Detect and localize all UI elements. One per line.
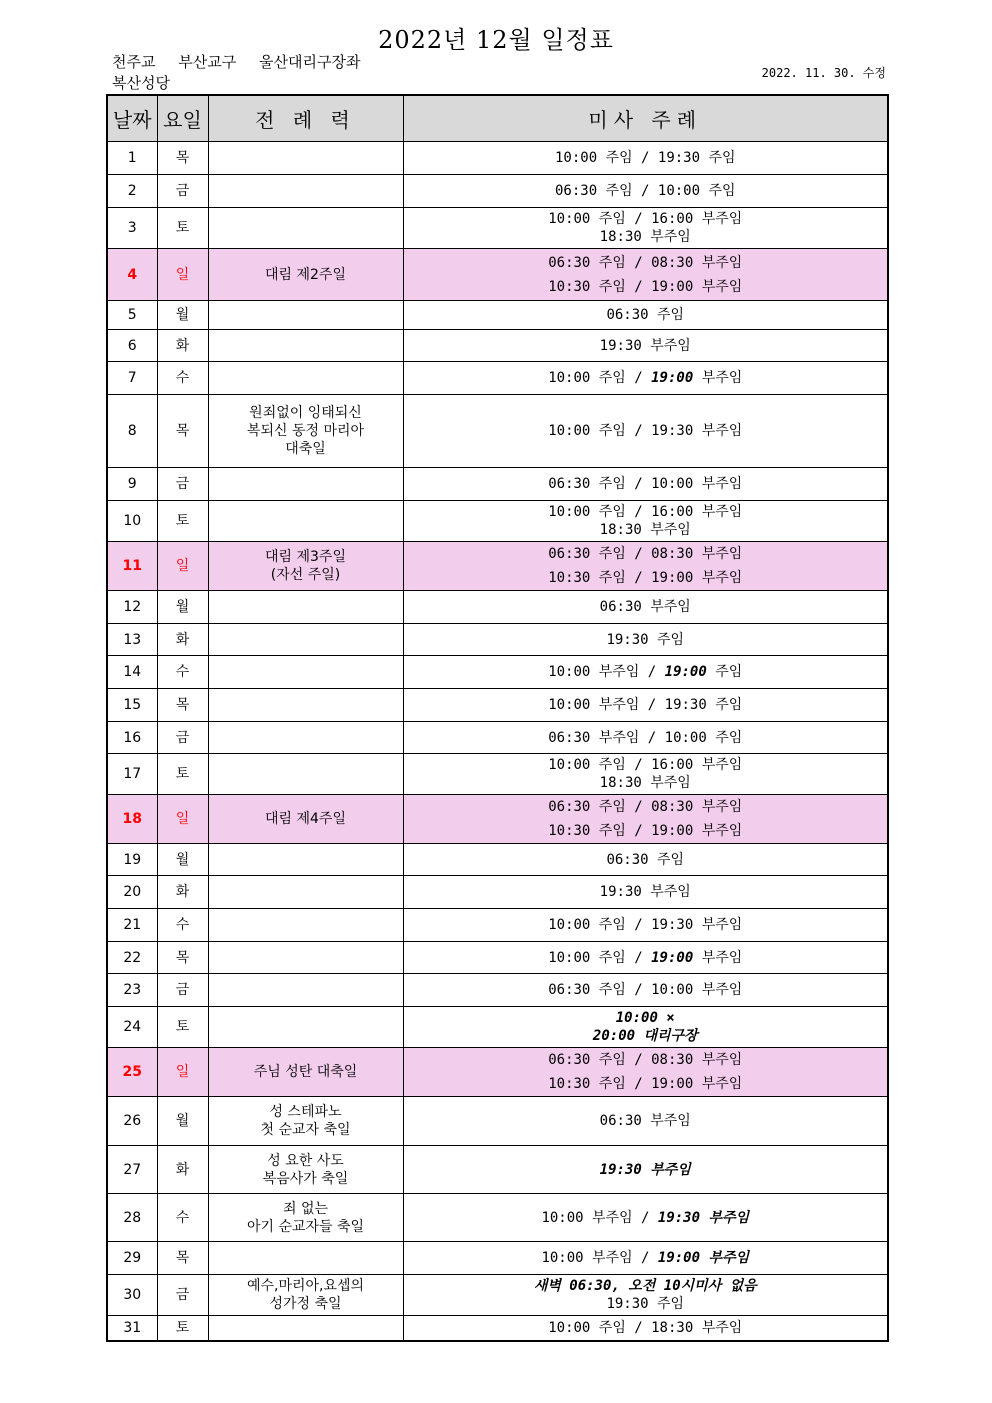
date-cell: 25 (107, 1048, 157, 1097)
table-row (107, 1316, 888, 1341)
mass-line (404, 774, 888, 792)
liturgy-line: 아기 순교자들 축일 (246, 1218, 365, 1235)
table-row (107, 754, 888, 795)
liturgy-line: 대축일 (285, 441, 326, 457)
liturgy-line: 첫 순교자 축일 (260, 1122, 351, 1138)
liturgy-cell (208, 208, 403, 249)
liturgy-cell (208, 1146, 403, 1194)
mass-line (404, 149, 888, 167)
liturgy-line: 복되신 동정 마리아 (246, 423, 365, 439)
mass-text: 06:30 주임 / 10:00 주임 (554, 183, 736, 199)
mass-text: 06:30 주임 (606, 851, 685, 868)
mass-cell (403, 1242, 888, 1275)
mass-line (404, 795, 888, 819)
mass-line (404, 756, 888, 774)
table-row (107, 1146, 888, 1194)
liturgy-cell (208, 722, 403, 754)
day-cell: 화 (157, 876, 208, 909)
mass-line (404, 1161, 888, 1179)
liturgy-cell (208, 501, 403, 542)
mass-line (404, 916, 888, 934)
mass-cell (403, 142, 888, 175)
mass-text: 10:00 × (615, 1010, 675, 1026)
mass-text: 10:00 주임 / 16:00 부주임 (548, 504, 743, 520)
date-cell: 3 (107, 208, 157, 249)
date-cell: 31 (107, 1316, 157, 1341)
mass-cell (403, 722, 888, 754)
mass-cell (403, 974, 888, 1007)
header-day: 요일 (157, 95, 208, 142)
liturgy-cell (208, 330, 403, 362)
day-cell: 화 (157, 330, 208, 362)
mass-text: 18:30 부주임 (599, 229, 691, 245)
liturgy-cell (208, 142, 403, 175)
table-row (107, 330, 888, 362)
date-cell: 12 (107, 591, 157, 624)
liturgy-cell (208, 689, 403, 722)
date-cell: 28 (107, 1194, 157, 1242)
liturgy-line: 성가정 축일 (269, 1296, 342, 1312)
day-cell: 목 (157, 1242, 208, 1275)
table-row (107, 1275, 888, 1316)
date-cell: 30 (107, 1275, 157, 1316)
mass-line (404, 981, 888, 999)
mass-line (404, 1048, 888, 1072)
mass-text: 10:00 부주임 / 19:30 주임 (548, 697, 743, 713)
mass-text: 10:30 주임 / 19:00 부주임 (548, 823, 743, 839)
liturgy-cell (208, 844, 403, 876)
day-cell: 토 (157, 754, 208, 795)
date-cell: 8 (107, 395, 157, 468)
diocese-label: 천주교 (112, 53, 156, 71)
mass-text: 20:00 대리구장 (592, 1028, 698, 1044)
mass-line (404, 1112, 888, 1130)
schedule-body (107, 142, 888, 1341)
revision-date: 2022. 11. 30. 수정 (761, 66, 886, 80)
day-cell: 수 (157, 362, 208, 395)
table-row (107, 501, 888, 542)
table-row (107, 1242, 888, 1275)
mass-text: 06:30 주임 (606, 307, 685, 323)
mass-text: 10:00 주임 / (548, 949, 652, 966)
table-row (107, 542, 888, 591)
date-cell: 24 (107, 1007, 157, 1048)
mass-text: 06:30 부주임 / 10:00 주임 (548, 729, 743, 746)
mass-cell (403, 175, 888, 208)
liturgy-cell (208, 395, 403, 468)
liturgy-line: 예수,마리아,요셉의 (246, 1278, 365, 1294)
date-cell: 9 (107, 468, 157, 501)
liturgy-cell (208, 974, 403, 1007)
date-cell: 7 (107, 362, 157, 395)
mass-line (404, 631, 888, 649)
mass-text: 19:30 부주임 (599, 884, 691, 900)
mass-line (404, 1319, 888, 1337)
mass-text: 10:00 주임 / 16:00 부주임 (548, 211, 743, 227)
date-cell: 13 (107, 624, 157, 656)
mass-line (404, 210, 888, 228)
day-cell: 토 (157, 208, 208, 249)
date-cell: 1 (107, 142, 157, 175)
mass-text: 부주임 (693, 370, 743, 386)
date-cell: 17 (107, 754, 157, 795)
header-row (107, 95, 888, 142)
mass-text: 10:00 주임 / 19:30 부주임 (548, 423, 743, 439)
mass-text: 06:30 주임 / 08:30 부주임 (548, 1052, 743, 1068)
vicariate-label: 울산대리구장좌 (259, 53, 361, 71)
mass-line (404, 1009, 888, 1027)
mass-cell (403, 468, 888, 501)
day-cell: 월 (157, 301, 208, 330)
mass-line (404, 851, 888, 869)
day-cell: 토 (157, 501, 208, 542)
liturgy-cell (208, 942, 403, 974)
mass-cell (403, 330, 888, 362)
liturgy-cell (208, 624, 403, 656)
table-row (107, 689, 888, 722)
mass-cell (403, 656, 888, 689)
day-cell: 금 (157, 175, 208, 208)
mass-cell (403, 301, 888, 330)
day-cell: 수 (157, 656, 208, 689)
liturgy-line: (자선 주일) (270, 567, 341, 583)
mass-line (404, 1277, 888, 1295)
day-cell: 금 (157, 974, 208, 1007)
mass-line (404, 306, 888, 324)
mass-cell (403, 395, 888, 468)
date-cell: 4 (107, 249, 157, 301)
day-cell: 금 (157, 1275, 208, 1316)
liturgy-line: 성 스테파노 (269, 1104, 342, 1120)
mass-text: 10:00 부주임 / (541, 1209, 658, 1226)
mass-line (404, 542, 888, 566)
mass-text: 06:30 주임 / 10:00 부주임 (548, 982, 743, 998)
day-cell: 목 (157, 142, 208, 175)
table-row (107, 591, 888, 624)
mass-cell (403, 754, 888, 795)
region-label: 부산교구 (178, 53, 237, 71)
date-cell: 10 (107, 501, 157, 542)
mass-text: 19:00 (664, 664, 707, 680)
date-cell: 15 (107, 689, 157, 722)
mass-line (404, 663, 888, 681)
mass-line (404, 696, 888, 714)
date-cell: 23 (107, 974, 157, 1007)
mass-text: 부주임 (693, 949, 743, 966)
mass-line (404, 182, 888, 200)
mass-line (404, 1027, 888, 1045)
liturgy-cell (208, 909, 403, 942)
date-cell: 5 (107, 301, 157, 330)
date-cell: 19 (107, 844, 157, 876)
mass-text: 10:00 주임 / 19:30 주임 (554, 150, 736, 166)
mass-line (404, 521, 888, 539)
table-row (107, 656, 888, 689)
table-row (107, 395, 888, 468)
liturgy-line: 죄 없는 (282, 1200, 329, 1217)
liturgy-line: 대림 제3주일 (265, 549, 346, 565)
mass-cell (403, 1007, 888, 1048)
liturgy-cell (208, 542, 403, 591)
mass-cell (403, 909, 888, 942)
mass-cell (403, 208, 888, 249)
liturgy-cell (208, 1275, 403, 1316)
table-row (107, 795, 888, 844)
mass-line (404, 1249, 888, 1267)
liturgy-cell (208, 1048, 403, 1097)
mass-text: 06:30 주임 / 08:30 부주임 (548, 799, 743, 815)
mass-text: 06:30 부주임 (599, 1113, 691, 1129)
mass-text: 19:00 부주임 (657, 1250, 750, 1266)
liturgy-cell (208, 876, 403, 909)
mass-cell (403, 249, 888, 301)
liturgy-cell (208, 1097, 403, 1146)
mass-cell (403, 844, 888, 876)
liturgy-cell (208, 754, 403, 795)
mass-line (404, 275, 888, 299)
mass-text: 18:30 부주임 (599, 522, 691, 538)
organization-info (112, 52, 378, 94)
liturgy-cell (208, 468, 403, 501)
mass-cell (403, 1194, 888, 1242)
liturgy-line: 주님 성탄 대축일 (253, 1064, 358, 1080)
mass-text: 19:30 부주임 (657, 1209, 750, 1226)
table-row (107, 722, 888, 754)
mass-line (404, 369, 888, 387)
mass-line (404, 883, 888, 901)
table-row (107, 1048, 888, 1097)
mass-line (404, 422, 888, 440)
liturgy-cell (208, 175, 403, 208)
header-mass: 미사 주례 (403, 95, 888, 142)
mass-line (404, 598, 888, 616)
mass-text: 19:00 (651, 370, 694, 386)
liturgy-line: 원죄없이 잉태되신 (249, 405, 362, 421)
mass-line (404, 949, 888, 967)
day-cell: 목 (157, 942, 208, 974)
table-row (107, 1194, 888, 1242)
table-row (107, 624, 888, 656)
page-title: 2022년 12월 일정표 (378, 26, 614, 54)
table-row (107, 142, 888, 175)
day-cell: 일 (157, 542, 208, 591)
date-cell: 22 (107, 942, 157, 974)
parish-label: 복산성당 (112, 74, 170, 92)
date-cell: 14 (107, 656, 157, 689)
mass-text: 19:00 (651, 949, 694, 966)
mass-cell (403, 689, 888, 722)
mass-line (404, 1295, 888, 1313)
mass-text: 10:00 주임 / (548, 370, 652, 386)
table-row (107, 909, 888, 942)
mass-text: 19:30 주임 (606, 631, 685, 648)
mass-line (404, 1209, 888, 1227)
day-cell: 화 (157, 1146, 208, 1194)
day-cell: 수 (157, 1194, 208, 1242)
mass-line (404, 503, 888, 521)
liturgy-cell (208, 795, 403, 844)
liturgy-cell (208, 249, 403, 301)
day-cell: 월 (157, 844, 208, 876)
mass-text: 19:30 부주임 (599, 1161, 691, 1178)
mass-cell (403, 624, 888, 656)
day-cell: 토 (157, 1007, 208, 1048)
liturgy-cell (208, 1194, 403, 1242)
mass-text: 10:00 주임 / 16:00 부주임 (548, 757, 743, 773)
day-cell: 일 (157, 249, 208, 301)
mass-line (404, 819, 888, 843)
mass-text: 10:30 주임 / 19:00 부주임 (548, 570, 743, 586)
liturgy-cell (208, 591, 403, 624)
day-cell: 화 (157, 624, 208, 656)
date-cell: 26 (107, 1097, 157, 1146)
day-cell: 금 (157, 722, 208, 754)
day-cell: 목 (157, 689, 208, 722)
header-liturgy: 전 례 력 (208, 95, 403, 142)
table-row (107, 249, 888, 301)
mass-line (404, 475, 888, 493)
liturgy-cell (208, 1242, 403, 1275)
date-cell: 20 (107, 876, 157, 909)
mass-text: 10:30 주임 / 19:00 부주임 (548, 278, 743, 295)
day-cell: 수 (157, 909, 208, 942)
header-date: 날짜 (107, 95, 157, 142)
mass-line (404, 566, 888, 590)
day-cell: 금 (157, 468, 208, 501)
mass-cell (403, 876, 888, 909)
date-cell: 21 (107, 909, 157, 942)
date-cell: 11 (107, 542, 157, 591)
mass-text: 10:00 주임 / 19:30 부주임 (548, 917, 743, 933)
liturgy-cell (208, 1316, 403, 1341)
mass-text: 10:00 주임 / 18:30 부주임 (548, 1319, 743, 1336)
mass-text: 19:30 주임 (606, 1296, 685, 1312)
table-row (107, 175, 888, 208)
mass-cell (403, 542, 888, 591)
mass-cell (403, 1316, 888, 1341)
table-row (107, 1097, 888, 1146)
liturgy-cell (208, 362, 403, 395)
mass-cell (403, 1097, 888, 1146)
mass-line (404, 228, 888, 246)
day-cell: 월 (157, 591, 208, 624)
mass-text: 06:30 주임 / 10:00 부주임 (548, 476, 743, 492)
mass-text: 10:00 부주임 / (548, 664, 665, 680)
liturgy-line: 복음사가 축일 (262, 1170, 349, 1187)
table-row (107, 876, 888, 909)
table-row (107, 844, 888, 876)
liturgy-cell (208, 1007, 403, 1048)
table-row (107, 208, 888, 249)
table-row (107, 362, 888, 395)
liturgy-line: 대림 제2주일 (265, 266, 346, 283)
day-cell: 일 (157, 795, 208, 844)
mass-text: 06:30 주임 / 08:30 부주임 (548, 254, 743, 271)
mass-cell (403, 795, 888, 844)
table-row (107, 301, 888, 330)
mass-text: 주임 (706, 664, 743, 680)
schedule-table (106, 94, 889, 1342)
date-cell: 18 (107, 795, 157, 844)
mass-cell (403, 1275, 888, 1316)
liturgy-cell (208, 656, 403, 689)
mass-cell (403, 1146, 888, 1194)
mass-cell (403, 501, 888, 542)
day-cell: 토 (157, 1316, 208, 1341)
table-row (107, 468, 888, 501)
mass-text: 06:30 주임 / 08:30 부주임 (548, 546, 743, 562)
table-row (107, 1007, 888, 1048)
mass-text: 18:30 부주임 (599, 775, 691, 791)
mass-cell (403, 362, 888, 395)
table-row (107, 942, 888, 974)
date-cell: 16 (107, 722, 157, 754)
date-cell: 27 (107, 1146, 157, 1194)
liturgy-line: 대림 제4주일 (265, 811, 346, 827)
date-cell: 29 (107, 1242, 157, 1275)
day-cell: 일 (157, 1048, 208, 1097)
mass-cell (403, 591, 888, 624)
mass-line (404, 337, 888, 355)
mass-line (404, 251, 888, 275)
mass-cell (403, 1048, 888, 1097)
day-cell: 월 (157, 1097, 208, 1146)
mass-text: 19:30 부주임 (599, 337, 691, 354)
mass-text: 10:30 주임 / 19:00 부주임 (548, 1076, 743, 1092)
mass-line (404, 1072, 888, 1096)
mass-cell (403, 942, 888, 974)
date-cell: 2 (107, 175, 157, 208)
mass-line (404, 729, 888, 747)
day-cell: 목 (157, 395, 208, 468)
liturgy-cell (208, 301, 403, 330)
table-row (107, 974, 888, 1007)
mass-text: 새벽 06:30, 오전 10시미사 없음 (533, 1278, 757, 1294)
liturgy-line: 성 요한 사도 (267, 1152, 344, 1169)
mass-text: 06:30 부주임 (599, 599, 691, 615)
mass-text: 10:00 부주임 / (541, 1250, 658, 1266)
date-cell: 6 (107, 330, 157, 362)
